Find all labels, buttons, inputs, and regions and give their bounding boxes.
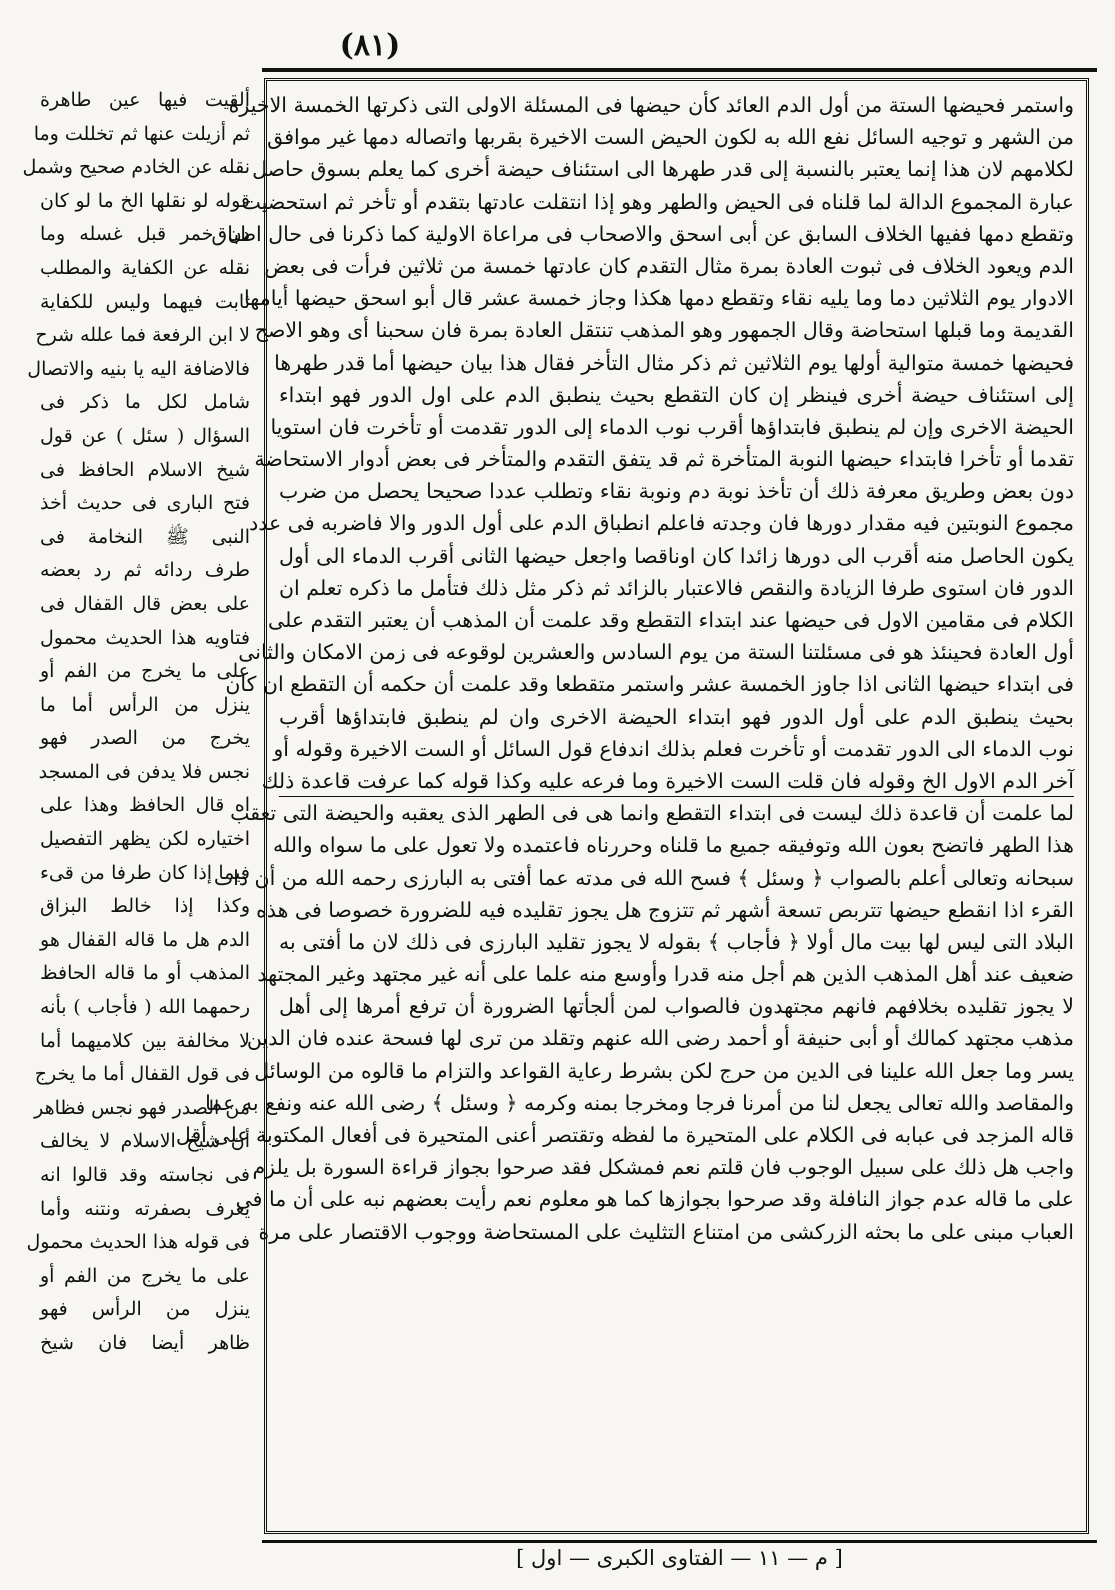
main-text-line: واستمر فحيضها الستة من أول الدم العائد كأن حيضها فى المسئلة الاولى التى ذكرتها الخمسة الاخيرة xyxy=(228,93,1074,117)
margin-text-line: الدم هل ما قاله القفال هو xyxy=(40,928,250,951)
margin-text-line: من الصدر فهو نجس فظاهر xyxy=(34,1096,250,1119)
margin-text-line: أن شيخ الاسلام لا يخالف xyxy=(40,1130,250,1153)
margin-text-line: ثابت فيهما وليس للكفاية xyxy=(40,290,250,313)
margin-text-line: طرف ردائه ثم رد بعضه xyxy=(40,559,250,582)
margin-text-line: المذهب أو ما قاله الحافظ xyxy=(40,962,250,985)
main-text-line: قاله المزجد فى عبابه فى الكلام على المتحيرة ما لفظه وتقتصر أعنى المتحيرة فى أفعال المكتوبة على أقل xyxy=(175,1123,1074,1147)
main-text-line: الدور فان استوى طرفا الزيادة والنقص فالاعتبار بالزائد ثم ذكر مثل ذلك فتأمل ما ذكره تعلم ان xyxy=(279,575,1074,600)
main-text-line: الدم ويعود الخلاف فى ثبوت العادة بمرة مثال التقدم كان عادتها خمسة من ثلاثين فرأت فى بعض xyxy=(264,253,1074,278)
margin-text-line: رحمهما الله ( فأجاب ) بأنه xyxy=(40,996,250,1019)
main-text-line: إلى استئناف حيضة أخرى فينظر إن كان التقطع بحيث ينطبق الدم على اول الدور فهو ابتداء xyxy=(279,382,1074,407)
margin-text-line: النبى ﷺ النخامة فى xyxy=(40,525,250,548)
main-text-line: دون بعض وطريق معرفة ذلك أن تأخذ نوبة دم ونوبة نقاء وتطلب عددا صحيحا يحصل من ضرب xyxy=(279,479,1074,504)
main-text-line: عبارة المجموع الدالة لما قلناه فى الحيض والطهر وهو إذا انتقلت عادتها بتقدم أو تأخر ثم استحضيت xyxy=(241,189,1074,214)
main-text-line: القديمة وما قبلها استحاضة وقال الجمهور وهو المذهب تنتقل العادة بمرة فان سحبنا أى وهو الاصح xyxy=(254,318,1074,343)
margin-text-line: يعرف بصفرته ونتنه وأما xyxy=(40,1197,250,1220)
main-text-line: سبحانه وتعالى أعلم بالصواب ﴿ وسئل ﴾ فسح الله فى مدته عما أفتى به البارزى رحمه الله من أن ذات xyxy=(213,865,1074,890)
margin-text-line: فتح البارى فى حديث أخذ xyxy=(40,492,250,515)
margin-text-line: اه قال الحافظ وهذا على xyxy=(40,794,250,817)
margin-text-line: اختياره لكن يظهر التفصيل xyxy=(40,828,250,851)
margin-text-line: دن خمر قبل غسله وما xyxy=(40,223,250,246)
margin-text-line: فيما إذا كان طرفا من قىء xyxy=(40,861,250,884)
main-text-line: لا يجوز تقليده بخلافهم فانهم مجتهدون فالصواب لمن ألجأتها الضرورة أن ترفع أمرها إلى أهل xyxy=(279,994,1074,1019)
margin-text-line: نقله عن الكفاية والمطلب xyxy=(40,256,250,279)
margin-text-line: قوله لو نقلها الخ ما لو كان xyxy=(40,189,250,212)
main-text-line: القرء اذا انقطع حيضها تتربص تسعة أشهر ثم تتزوج هل يجوز تقليده فيه للضرورة خصوصا فى هذه xyxy=(256,897,1074,922)
margin-text-line: نقله عن الخادم صحيح وشمل xyxy=(22,156,250,179)
margin-text-line: شيخ الاسلام الحافظ فى xyxy=(40,458,250,481)
margin-text-line: فى قول القفال أما ما يخرج xyxy=(34,1063,250,1086)
margin-text-line: ظاهر أيضا فان شيخ xyxy=(40,1331,250,1354)
margin-text-line: على ما يخرج من الفم أو xyxy=(40,660,250,683)
margin-text-line: لا ابن الرفعة فما علله شرح xyxy=(35,324,250,347)
main-text-line: يسر وما جعل الله علينا فى الدين من حرج لكن بشرط رعاية القواعد والتزام ما قالوه من الوسائل xyxy=(254,1058,1074,1083)
main-text-line: فى ابتداء حيضها الثانى اذا جاوز الخمسة عشر واستمر متقطعا وقد علمت أن حكمه أن التقطع ان كان xyxy=(225,672,1074,697)
main-text-line: البلاد التى ليس لها بيت مال أولا ﴿ فأجاب ﴾ بقوله لا يجوز تقليد البارزى فى ذلك لان ما أفتى به xyxy=(279,929,1074,954)
margin-text-line: وكذا إذا خالط البزاق xyxy=(40,895,250,918)
main-text-line: العباب مبنى على ما بحثه الزركشى من امتناع التثليث على المستحاضة ووجوب الاقتصار على مرة xyxy=(258,1219,1074,1244)
margin-text-line: ينزل من الرأس أما ما xyxy=(40,693,250,716)
main-text-line: أول العادة فحينئذ هو فى مسئلتنا الستة من يوم السادس والعشرين لوقوعه فى زمن الامكان والثانى xyxy=(238,640,1074,665)
margin-text-line: ينزل من الرأس فهو xyxy=(40,1298,250,1321)
main-text-line: والمقاصد والله تعالى يجعل لنا من أمرنا فرجا ومخرجا بمنه وكرمه ﴿ وسئل ﴾ رضى الله عنه ونفع به عما xyxy=(205,1090,1074,1115)
main-text-line: نوب الدماء الى الدور تقدمت أو تأخرت فعلم بذلك اندفاع قول السائل أو الست الاخيرة وقوله أو xyxy=(273,736,1074,761)
main-text-line: لكلامهم لان هذا إنما يعتبر بالنسبة إلى قدر طهرها الى استئناف حيضة أخرى كما يعلم بسوق حاصل xyxy=(252,157,1074,182)
page-footer: [ م — ١١ — الفتاوى الكبرى — اول ] xyxy=(516,1546,843,1570)
main-text-line: من الشهر و توجيه السائل نفع الله به لكون الحيض الست الاخيرة بقربها واتصاله دمها غير موافق xyxy=(267,125,1074,150)
margin-text-line: ثم أزيلت عنها ثم تخللت وما xyxy=(33,122,250,145)
bottom-rule xyxy=(262,1540,1097,1543)
margin-text-line: السؤال ( سئل ) عن قول xyxy=(40,424,250,447)
margin-text-line: فى قوله هذا الحديث محمول xyxy=(26,1231,250,1254)
main-text-line: الادوار يوم الثلاثين دما وما يليه نقاء وتقطع دمها هكذا وجاز خمسة عشر قال أبو اسحق حيضها أيامها xyxy=(244,286,1074,311)
main-text-line: لما علمت أن قاعدة ذلك ليست فى ابتداء التقطع وانما هى فى الطهر الذى يعقبه والحيضة التى تعقب xyxy=(279,796,1074,829)
main-text-line: الحيضة الاخرى وإن لم ينطبق فابتداؤها أقرب نوب الدماء إلى الدور تقدمت أو تأخرت فان استويا xyxy=(270,414,1074,439)
main-text-line: مجموع النوبتين فيه مقدار دورها فان وجدته فاعلم انطباق الدم على أول الدور والا فاضربه فى عدد xyxy=(249,511,1074,536)
main-text-line: هذا الطهر فاتضح بعون الله وتوفيقه جميع ما قلناه وحررناه فاعتمده ولا تعول على ما سواه والله xyxy=(272,833,1074,858)
margin-text-line: على ما يخرج من الفم أو xyxy=(40,1264,250,1287)
margin-text-line: لا مخالفة بين كلاميهما أما xyxy=(40,1029,250,1052)
main-text-line: تقدما أو تأخرا فابتداء حيضها النوبة المتأخرة ثم قد يتفق التقدم والمتأخر فى بعض أدوار الاستحاضة xyxy=(254,447,1074,472)
main-text-line: فحيضها خمسة متوالية أولها يوم الثلاثين ثم ذكر مثال التأخر فقال هذا بيان حيضها أما قدر طهرها xyxy=(274,350,1074,375)
main-text-line: آخر الدم الاول الخ وقوله فان قلت الست الاخيرة وما فرعه عليه وكذا قوله كما عرفت قاعدة ذلك xyxy=(261,768,1074,793)
top-rule xyxy=(262,68,1097,72)
margin-text-line: نجس فلا يدفن فى المسجد xyxy=(38,760,250,783)
main-text-line: على ما قاله عدم جواز النافلة وقد صرحوا بجوازها كما هو معلوم نعم رأيت بعضهم نبه على أن ما فى xyxy=(235,1187,1074,1212)
main-text-line: وتقطع دمها ففيها الخلاف السابق عن أبى اسحق والاصحاب فى مراعاة الاولية كما ذكرنا فى حال اطباق xyxy=(211,221,1074,246)
main-text-line: الكلام فى مقامين الاول فى حيضها عند ابتداء التقطع وقد علمت أن المذهب أن يعتبر التقدم على xyxy=(268,608,1074,632)
margin-text-line: ألقيت فيها عين طاهرة xyxy=(40,89,250,111)
margin-text-line: يخرج من الصدر فهو xyxy=(40,727,250,750)
margin-text-line: فتاويه هذا الحديث محمول xyxy=(40,626,250,649)
margin-text-line: شامل لكل ما ذكر فى xyxy=(40,391,250,414)
main-text-block xyxy=(175,78,1089,1534)
margin-text-line: على بعض قال القفال فى xyxy=(40,592,250,615)
main-text-line: بحيث ينطبق الدم على أول الدور فهو ابتداء الحيضة الاخرى وان لم ينطبق فابتداؤها أقرب xyxy=(279,704,1074,729)
main-text-line: ضعيف عند أهل المذهب الذين هم أجل منه قدرا وأوسع منه علما على أنه غير مجتهد وغير المجتهد xyxy=(257,962,1074,987)
margin-text-line: فالاضافة اليه يا بنيه والاتصال xyxy=(27,357,250,380)
main-text-line: يكون الحاصل منه أقرب الى دورها زائدا كان اوناقصا واجعل حيضها الثانى أقرب الدماء الى أول xyxy=(279,543,1074,568)
page-number: (٨١) xyxy=(339,28,401,63)
margin-text-block xyxy=(22,84,250,1504)
main-text-line: واجب هل ذلك على سبيل الوجوب فان قلتم نعم فمشكل فقد صرحوا بجواز قراءة السورة بل يلزم xyxy=(252,1155,1074,1180)
margin-text-line: فى نجاسته وقد قالوا انه xyxy=(40,1164,250,1186)
main-text-line: مذهب مجتهد كمالك أو أبى حنيفة أو أحمد رضى الله عنهم وتقلد من ترى لها فسحة عنده فان الدين xyxy=(246,1026,1074,1051)
